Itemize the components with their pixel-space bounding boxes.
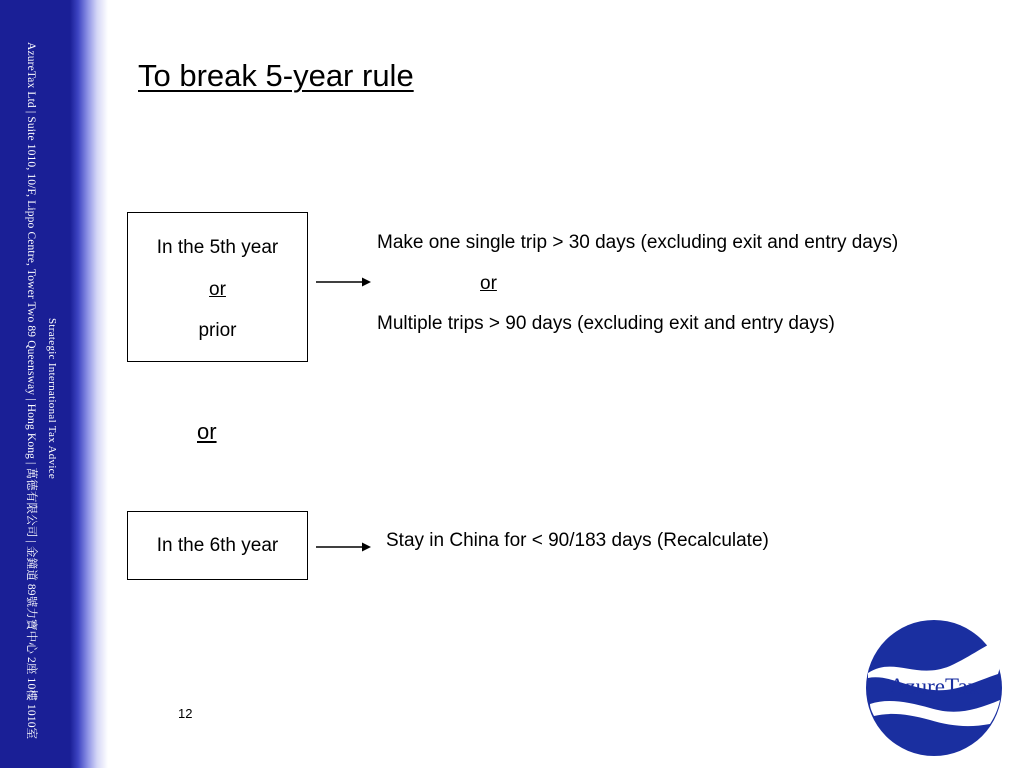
option-or: or (480, 273, 497, 294)
fifth-year-prior: prior (198, 320, 237, 341)
page-title: To break 5-year rule (138, 58, 414, 93)
sixth-year-box (127, 511, 308, 580)
sidebar-band (0, 0, 108, 768)
option-single-trip: Make one single trip > 30 days (excluding exit and entry days) (377, 232, 899, 253)
or-separator: or (197, 419, 217, 444)
sidebar-address: AzureTax Ltd | Suite 1010, 10/F, Lippo Centre, Tower Two 89 Queensway | Hong Kong | 萬德有限公司 | 金鐘道 89號力寶中心 2座 10樓 1010室 (25, 42, 37, 740)
fifth-year-or: or (209, 279, 226, 300)
logo-text: AzureTax (888, 674, 980, 699)
option-multiple-trips: Multiple trips > 90 days (excluding exit and entry days) (377, 313, 835, 334)
fifth-year-box (127, 212, 308, 362)
option-stay-in-china: Stay in China for < 90/183 days (Recalculate) (386, 530, 769, 551)
sidebar-tagline: Strategic International Tax Advice (46, 318, 58, 480)
arrow-right-icon (316, 541, 372, 553)
azuretax-logo (864, 618, 1004, 758)
arrow-right-icon (316, 276, 372, 288)
sixth-year-label: In the 6th year (156, 535, 279, 556)
fifth-year-label: In the 5th year (156, 237, 279, 258)
page-number: 12 (178, 706, 193, 721)
